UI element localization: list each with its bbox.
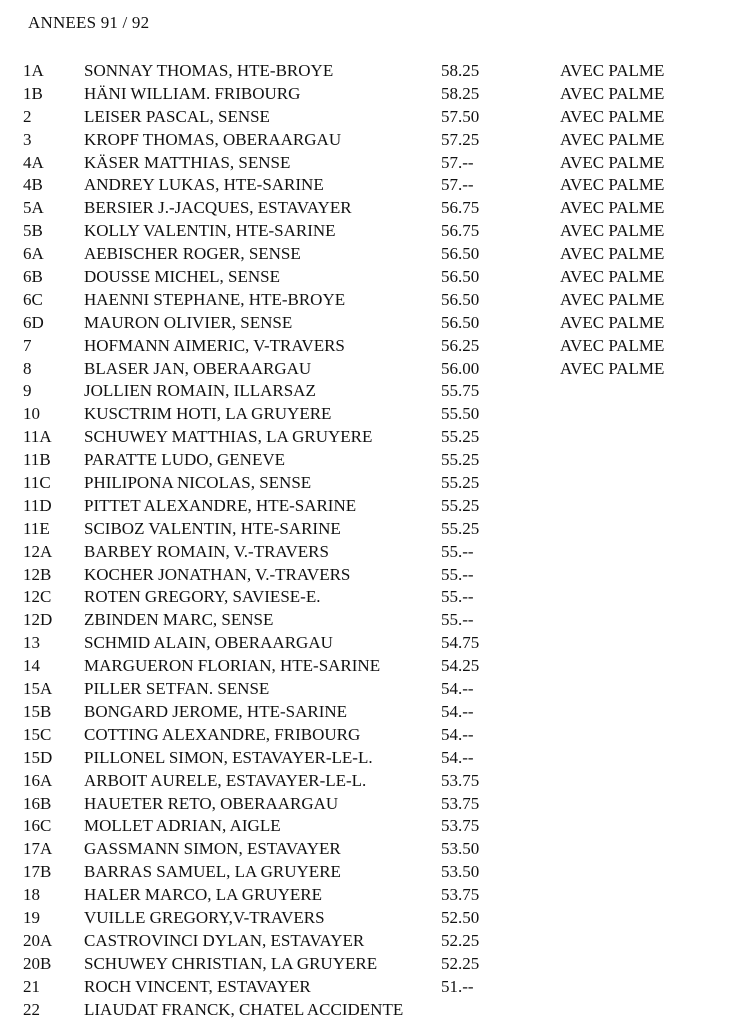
score-cell: 56.50 bbox=[441, 244, 480, 264]
award-cell: AVEC PALME bbox=[560, 244, 665, 264]
page-title: ANNEES 91 / 92 bbox=[28, 13, 150, 32]
competitor-name: CASTROVINCI DYLAN, ESTAVAYER bbox=[84, 930, 365, 950]
result-row bbox=[0, 380, 756, 403]
rank-cell: 15A bbox=[23, 679, 53, 699]
result-row bbox=[0, 724, 756, 747]
results-list bbox=[0, 60, 756, 1021]
award-cell: AVEC PALME bbox=[560, 61, 665, 80]
result-row bbox=[0, 129, 756, 152]
result-row bbox=[0, 770, 756, 793]
rank-cell: 7 bbox=[23, 335, 32, 355]
competitor-name: SCHUWEY MATTHIAS, LA GRUYERE bbox=[84, 427, 373, 447]
score-cell: 55.-- bbox=[441, 564, 474, 584]
score-cell: 53.75 bbox=[441, 793, 480, 813]
result-row bbox=[0, 678, 756, 701]
rank-cell: 21 bbox=[23, 976, 40, 996]
competitor-name: SCHUWEY CHRISTIAN, LA GRUYERE bbox=[84, 953, 378, 973]
rank-cell: 14 bbox=[23, 656, 40, 676]
score-cell: 54.-- bbox=[441, 679, 474, 699]
score-cell: 55.25 bbox=[441, 473, 480, 493]
score-cell: 55.25 bbox=[441, 450, 480, 470]
score-cell: 57.-- bbox=[441, 152, 474, 172]
score-cell: 57.50 bbox=[441, 106, 480, 126]
rank-cell: 20B bbox=[23, 953, 52, 973]
result-row bbox=[0, 220, 756, 243]
score-cell: 55.25 bbox=[441, 518, 480, 538]
score-cell: 52.50 bbox=[441, 907, 480, 927]
competitor-name: ROCH VINCENT, ESTAVAYER bbox=[84, 976, 311, 996]
competitor-name: BONGARD JEROME, HTE-SARINE bbox=[84, 701, 348, 721]
competitor-name: MARGUERON FLORIAN, HTE-SARINE bbox=[84, 656, 381, 676]
rank-cell: 4B bbox=[23, 175, 43, 195]
competitor-name: GASSMANN SIMON, ESTAVAYER bbox=[84, 839, 341, 859]
competitor-name: KÄSER MATTHIAS, SENSE bbox=[84, 152, 291, 172]
score-cell: 54.-- bbox=[441, 724, 474, 744]
award-cell: AVEC PALME bbox=[560, 83, 665, 103]
competitor-name: LIAUDAT FRANCK, CHATEL ACCIDENTE bbox=[84, 999, 404, 1019]
competitor-name: HAENNI STEPHANE, HTE-BROYE bbox=[84, 289, 346, 309]
rank-cell: 12D bbox=[23, 610, 53, 630]
result-row bbox=[0, 403, 756, 426]
competitor-name: SCIBOZ VALENTIN, HTE-SARINE bbox=[84, 518, 341, 538]
score-cell: 57.-- bbox=[441, 175, 474, 195]
score-cell: 56.50 bbox=[441, 267, 480, 287]
score-cell: 55.25 bbox=[441, 427, 480, 447]
result-row bbox=[0, 152, 756, 175]
score-cell: 52.25 bbox=[441, 953, 480, 973]
competitor-name: SCHMID ALAIN, OBERAARGAU bbox=[84, 633, 333, 653]
result-row bbox=[0, 106, 756, 129]
result-row bbox=[0, 358, 756, 381]
competitor-name: PILLER SETFAN. SENSE bbox=[84, 679, 270, 699]
competitor-name: PILLONEL SIMON, ESTAVAYER-LE-L. bbox=[84, 747, 373, 767]
result-row bbox=[0, 426, 756, 449]
result-row bbox=[0, 884, 756, 907]
rank-cell: 13 bbox=[23, 633, 40, 653]
score-cell: 56.00 bbox=[441, 358, 480, 378]
rank-cell: 1B bbox=[23, 83, 43, 103]
score-cell: 53.75 bbox=[441, 885, 480, 905]
score-cell: 57.25 bbox=[441, 129, 480, 149]
rank-cell: 16B bbox=[23, 793, 52, 813]
score-cell: 55.-- bbox=[441, 541, 474, 561]
rank-cell: 11E bbox=[23, 518, 50, 538]
competitor-name: PARATTE LUDO, GENEVE bbox=[84, 450, 286, 470]
result-row bbox=[0, 197, 756, 220]
rank-cell: 17B bbox=[23, 862, 52, 882]
result-row bbox=[0, 907, 756, 930]
rank-cell: 17A bbox=[23, 839, 53, 859]
result-row bbox=[0, 495, 756, 518]
result-row bbox=[0, 83, 756, 106]
award-cell: AVEC PALME bbox=[560, 129, 665, 149]
competitor-name: BERSIER J.-JACQUES, ESTAVAYER bbox=[84, 198, 352, 218]
result-row bbox=[0, 518, 756, 541]
result-row bbox=[0, 266, 756, 289]
award-cell: AVEC PALME bbox=[560, 267, 665, 287]
result-row bbox=[0, 586, 756, 609]
result-row bbox=[0, 289, 756, 312]
rank-cell: 11B bbox=[23, 450, 51, 470]
result-row bbox=[0, 243, 756, 266]
rank-cell: 12C bbox=[23, 587, 52, 607]
competitor-name: SONNAY THOMAS, HTE-BROYE bbox=[84, 61, 334, 80]
score-cell: 56.50 bbox=[441, 289, 480, 309]
competitor-name: KROPF THOMAS, OBERAARGAU bbox=[84, 129, 342, 149]
competitor-name: KOCHER JONATHAN, V.-TRAVERS bbox=[84, 564, 351, 584]
rank-cell: 6B bbox=[23, 267, 43, 287]
score-cell: 55.-- bbox=[441, 610, 474, 630]
rank-cell: 6D bbox=[23, 312, 44, 332]
score-cell: 55.-- bbox=[441, 587, 474, 607]
rank-cell: 20A bbox=[23, 930, 53, 950]
score-cell: 54.25 bbox=[441, 656, 480, 676]
rank-cell: 3 bbox=[23, 129, 32, 149]
competitor-name: AEBISCHER ROGER, SENSE bbox=[84, 244, 301, 264]
score-cell: 56.50 bbox=[441, 312, 480, 332]
award-cell: AVEC PALME bbox=[560, 221, 665, 241]
competitor-name: HAUETER RETO, OBERAARGAU bbox=[84, 793, 339, 813]
result-row bbox=[0, 953, 756, 976]
rank-cell: 8 bbox=[23, 358, 32, 378]
competitor-name: BARBEY ROMAIN, V.-TRAVERS bbox=[84, 541, 329, 561]
award-cell: AVEC PALME bbox=[560, 198, 665, 218]
competitor-name: PHILIPONA NICOLAS, SENSE bbox=[84, 473, 312, 493]
award-cell: AVEC PALME bbox=[560, 289, 665, 309]
score-cell: 56.25 bbox=[441, 335, 480, 355]
rank-cell: 9 bbox=[23, 381, 32, 401]
score-cell: 58.25 bbox=[441, 61, 480, 80]
rank-cell: 15D bbox=[23, 747, 53, 767]
rank-cell: 11A bbox=[23, 427, 52, 447]
result-row bbox=[0, 815, 756, 838]
result-row bbox=[0, 999, 756, 1022]
result-row bbox=[0, 312, 756, 335]
score-cell: 56.75 bbox=[441, 198, 480, 218]
competitor-name: VUILLE GREGORY,V-TRAVERS bbox=[84, 907, 325, 927]
competitor-name: HALER MARCO, LA GRUYERE bbox=[84, 885, 323, 905]
result-row bbox=[0, 541, 756, 564]
result-row bbox=[0, 609, 756, 632]
rank-cell: 6A bbox=[23, 244, 44, 264]
score-cell: 54.-- bbox=[441, 701, 474, 721]
award-cell: AVEC PALME bbox=[560, 358, 665, 378]
result-row bbox=[0, 976, 756, 999]
rank-cell: 12B bbox=[23, 564, 52, 584]
competitor-name: BARRAS SAMUEL, LA GRUYERE bbox=[84, 862, 341, 882]
rank-cell: 12A bbox=[23, 541, 53, 561]
award-cell: AVEC PALME bbox=[560, 175, 665, 195]
award-cell: AVEC PALME bbox=[560, 106, 665, 126]
rank-cell: 11D bbox=[23, 495, 52, 515]
competitor-name: COTTING ALEXANDRE, FRIBOURG bbox=[84, 724, 361, 744]
rank-cell: 16C bbox=[23, 816, 52, 836]
result-row bbox=[0, 632, 756, 655]
result-row bbox=[0, 335, 756, 358]
score-cell: 54.75 bbox=[441, 633, 480, 653]
result-row bbox=[0, 701, 756, 724]
award-cell: AVEC PALME bbox=[560, 152, 665, 172]
competitor-name: BLASER JAN, OBERAARGAU bbox=[84, 358, 312, 378]
result-row bbox=[0, 747, 756, 770]
rank-cell: 2 bbox=[23, 106, 32, 126]
competitor-name: ANDREY LUKAS, HTE-SARINE bbox=[84, 175, 324, 195]
competitor-name: ROTEN GREGORY, SAVIESE-E. bbox=[84, 587, 321, 607]
competitor-name: PITTET ALEXANDRE, HTE-SARINE bbox=[84, 495, 357, 515]
rank-cell: 5B bbox=[23, 221, 43, 241]
result-row bbox=[0, 449, 756, 472]
competitor-name: ZBINDEN MARC, SENSE bbox=[84, 610, 274, 630]
score-cell: 53.75 bbox=[441, 770, 480, 790]
competitor-name: KUSCTRIM HOTI, LA GRUYERE bbox=[84, 404, 332, 424]
result-row bbox=[0, 861, 756, 884]
competitor-name: DOUSSE MICHEL, SENSE bbox=[84, 267, 280, 287]
result-row bbox=[0, 930, 756, 953]
score-cell: 58.25 bbox=[441, 83, 480, 103]
result-row bbox=[0, 472, 756, 495]
rank-cell: 22 bbox=[23, 999, 40, 1019]
result-row bbox=[0, 564, 756, 587]
rank-cell: 5A bbox=[23, 198, 44, 218]
result-row bbox=[0, 655, 756, 678]
competitor-name: ARBOIT AURELE, ESTAVAYER-LE-L. bbox=[84, 770, 367, 790]
score-cell: 54.-- bbox=[441, 747, 474, 767]
rank-cell: 6C bbox=[23, 289, 43, 309]
score-cell: 53.50 bbox=[441, 839, 480, 859]
score-cell: 55.25 bbox=[441, 495, 480, 515]
score-cell: 51.-- bbox=[441, 976, 474, 996]
rank-cell: 19 bbox=[23, 907, 40, 927]
rank-cell: 18 bbox=[23, 885, 40, 905]
competitor-name: HÄNI WILLIAM. FRIBOURG bbox=[84, 83, 301, 103]
competitor-name: JOLLIEN ROMAIN, ILLARSAZ bbox=[84, 381, 316, 401]
competitor-name: MAURON OLIVIER, SENSE bbox=[84, 312, 293, 332]
result-row bbox=[0, 838, 756, 861]
result-row bbox=[0, 174, 756, 197]
competitor-name: LEISER PASCAL, SENSE bbox=[84, 106, 270, 126]
score-cell: 56.75 bbox=[441, 221, 480, 241]
rank-cell: 10 bbox=[23, 404, 40, 424]
score-cell: 53.50 bbox=[441, 862, 480, 882]
rank-cell: 1A bbox=[23, 61, 44, 80]
score-cell: 53.75 bbox=[441, 816, 480, 836]
rank-cell: 4A bbox=[23, 152, 44, 172]
award-cell: AVEC PALME bbox=[560, 312, 665, 332]
rank-cell: 11C bbox=[23, 473, 51, 493]
competitor-name: HOFMANN AIMERIC, V-TRAVERS bbox=[84, 335, 345, 355]
result-row bbox=[0, 60, 756, 83]
score-cell: 55.50 bbox=[441, 404, 480, 424]
competitor-name: KOLLY VALENTIN, HTE-SARINE bbox=[84, 221, 336, 241]
award-cell: AVEC PALME bbox=[560, 335, 665, 355]
score-cell: 55.75 bbox=[441, 381, 480, 401]
competitor-name: MOLLET ADRIAN, AIGLE bbox=[84, 816, 281, 836]
rank-cell: 16A bbox=[23, 770, 53, 790]
result-row bbox=[0, 793, 756, 816]
rank-cell: 15C bbox=[23, 724, 52, 744]
score-cell: 52.25 bbox=[441, 930, 480, 950]
rank-cell: 15B bbox=[23, 701, 52, 721]
